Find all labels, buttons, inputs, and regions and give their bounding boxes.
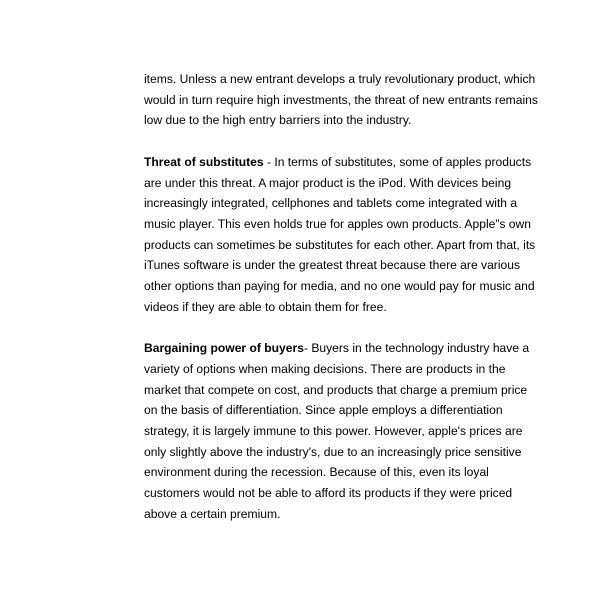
text-line: above a certain premium.: [144, 506, 281, 521]
text-line: items. Unless a new entrant develops a truly revolutionary product, which: [144, 72, 536, 86]
text-line: iTunes software is under the greatest threat because there are various: [144, 258, 521, 273]
document-body: [144, 69, 544, 545]
text-line: market that compete on cost, and products that charge a premium price: [144, 382, 528, 397]
text-line: low due to the high entry barriers into the industry.: [144, 113, 412, 128]
text-line: [144, 152, 544, 173]
text-line: increasingly integrated, cellphones and tablets come integrated with a: [144, 196, 518, 211]
text-line: on the basis of differentiation. Since apple employs a differentiation: [144, 403, 503, 418]
text-line: music player. This even holds true for apples own products. Apple”s own: [144, 216, 531, 231]
text-line: products can sometimes be substitutes for each other. Apart from that, its: [144, 237, 536, 252]
text-line: videos if they are able to obtain them for free.: [144, 299, 387, 314]
text-line: other options than paying for media, and no one would pay for music and: [144, 279, 535, 294]
section-heading: Threat of substitutes: [144, 154, 264, 169]
text-run: - In terms of substitutes, some of apples products: [263, 154, 532, 169]
section-heading: Bargaining power of buyers: [144, 341, 304, 356]
text-line: [144, 338, 544, 359]
text-line: strategy, it is largely immune to this power. However, apple's prices are: [144, 423, 523, 438]
paragraph-threat-of-substitutes: [144, 152, 544, 318]
text-run: - Buyers in the technology industry have a: [303, 341, 530, 356]
text-line: customers would not be able to afford its products if they were priced: [144, 486, 513, 501]
paragraph-bargaining-power-of-buyers: [144, 338, 544, 524]
text-line: variety of options when making decisions. There are products in the: [144, 361, 506, 376]
text-line: only slightly above the industry's, due to an increasingly price sensitive: [144, 444, 522, 459]
text-line: would in turn require high investments, the threat of new entrants remains: [144, 92, 538, 107]
text-line: environment during the recession. Because of this, even its loyal: [144, 465, 489, 480]
text-line: are under this threat. A major product is the iPod. With devices being: [144, 175, 512, 190]
paragraph-new-entrants: [144, 69, 544, 131]
